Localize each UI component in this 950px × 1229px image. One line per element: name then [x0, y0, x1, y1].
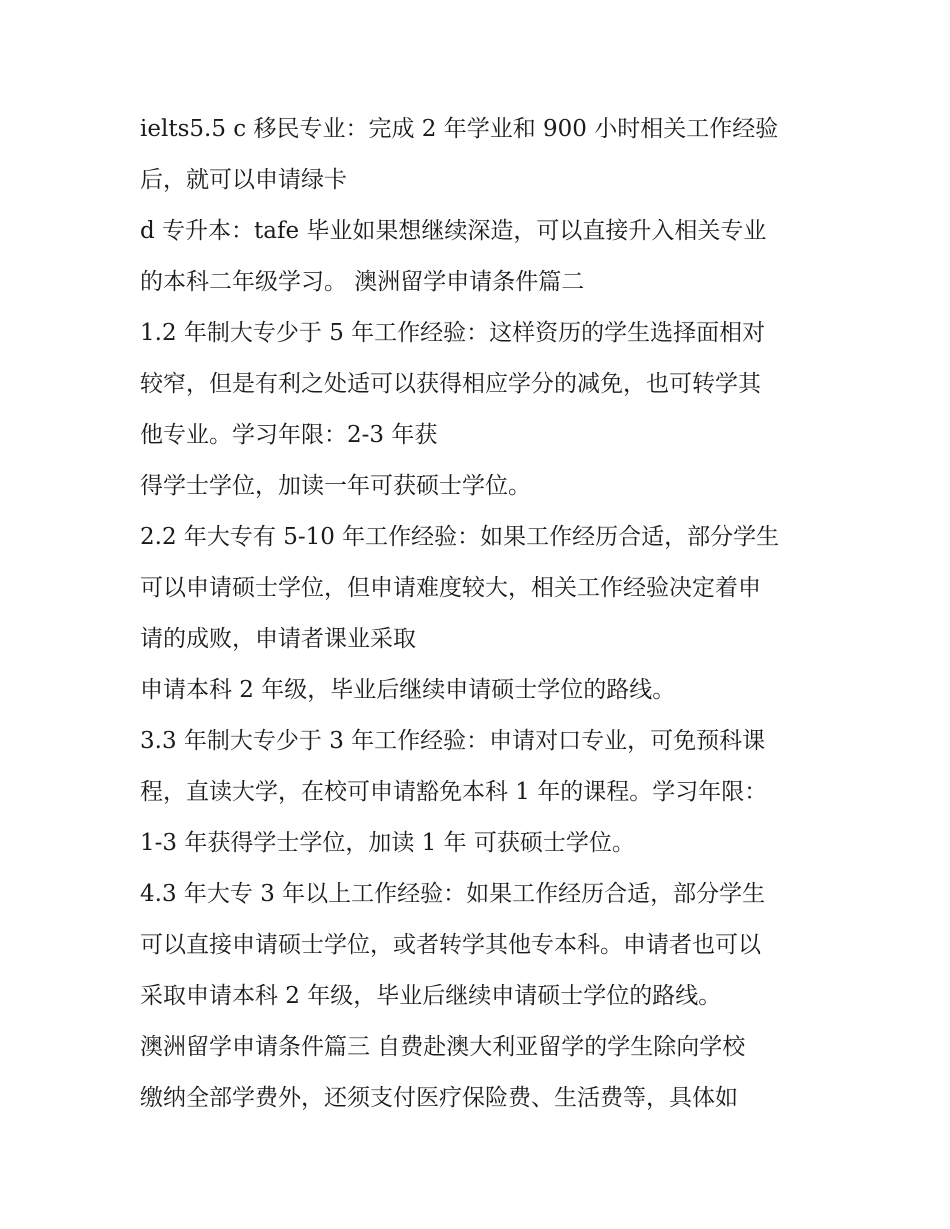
text-line: ielts5.5 c 移民专业：完成 2 年学业和 900 小时相关工作经验: [140, 116, 779, 142]
text-line: 可以申请硕士学位，但申请难度较大，相关工作经验决定着申: [140, 575, 761, 601]
text-line: 请的成败，申请者课业采取: [140, 626, 416, 652]
text-line: 澳洲留学申请条件篇三 自费赴澳大利亚留学的学生除向学校: [140, 1034, 746, 1060]
text-line: 2.2 年大专有 5-10 年工作经验：如果工作经历合适，部分学生: [140, 524, 780, 550]
text-line: 采取申请本科 2 年级，毕业后继续申请硕士学位的路线。: [140, 983, 722, 1009]
text-line: 申请本科 2 年级，毕业后继续申请硕士学位的路线。: [140, 677, 676, 703]
text-line: 3.3 年制大专少于 3 年工作经验：申请对口专业，可免预科课: [140, 728, 766, 754]
text-line: 程，直读大学，在校可申请豁免本科 1 年的课程。学习年限：: [140, 779, 768, 805]
text-line: 1.2 年制大专少于 5 年工作经验：这样资历的学生选择面相对: [140, 320, 766, 346]
text-line: 得学士学位，加读一年可获硕士学位。: [140, 473, 531, 499]
text-line: 的本科二年级学习。 澳洲留学申请条件篇二: [140, 269, 585, 295]
text-line: d 专升本：tafe 毕业如果想继续深造，可以直接升入相关专业: [140, 218, 767, 244]
text-line: 可以直接申请硕士学位，或者转学其他专本科。申请者也可以: [140, 932, 761, 958]
text-line: 他专业。学习年限：2-3 年获: [140, 422, 438, 448]
body-text: [140, 104, 830, 1124]
text-line: 4.3 年大专 3 年以上工作经验：如果工作经历合适，部分学生: [140, 881, 766, 907]
text-line: 缴纳全部学费外，还须支付医疗保险费、生活费等，具体如: [140, 1085, 738, 1111]
text-line: 1-3 年获得学士学位，加读 1 年 可获硕士学位。: [140, 830, 635, 856]
text-line: 后，就可以申请绿卡: [140, 167, 347, 193]
text-line: 较窄，但是有利之处适可以获得相应学分的减免，也可转学其: [140, 371, 761, 397]
